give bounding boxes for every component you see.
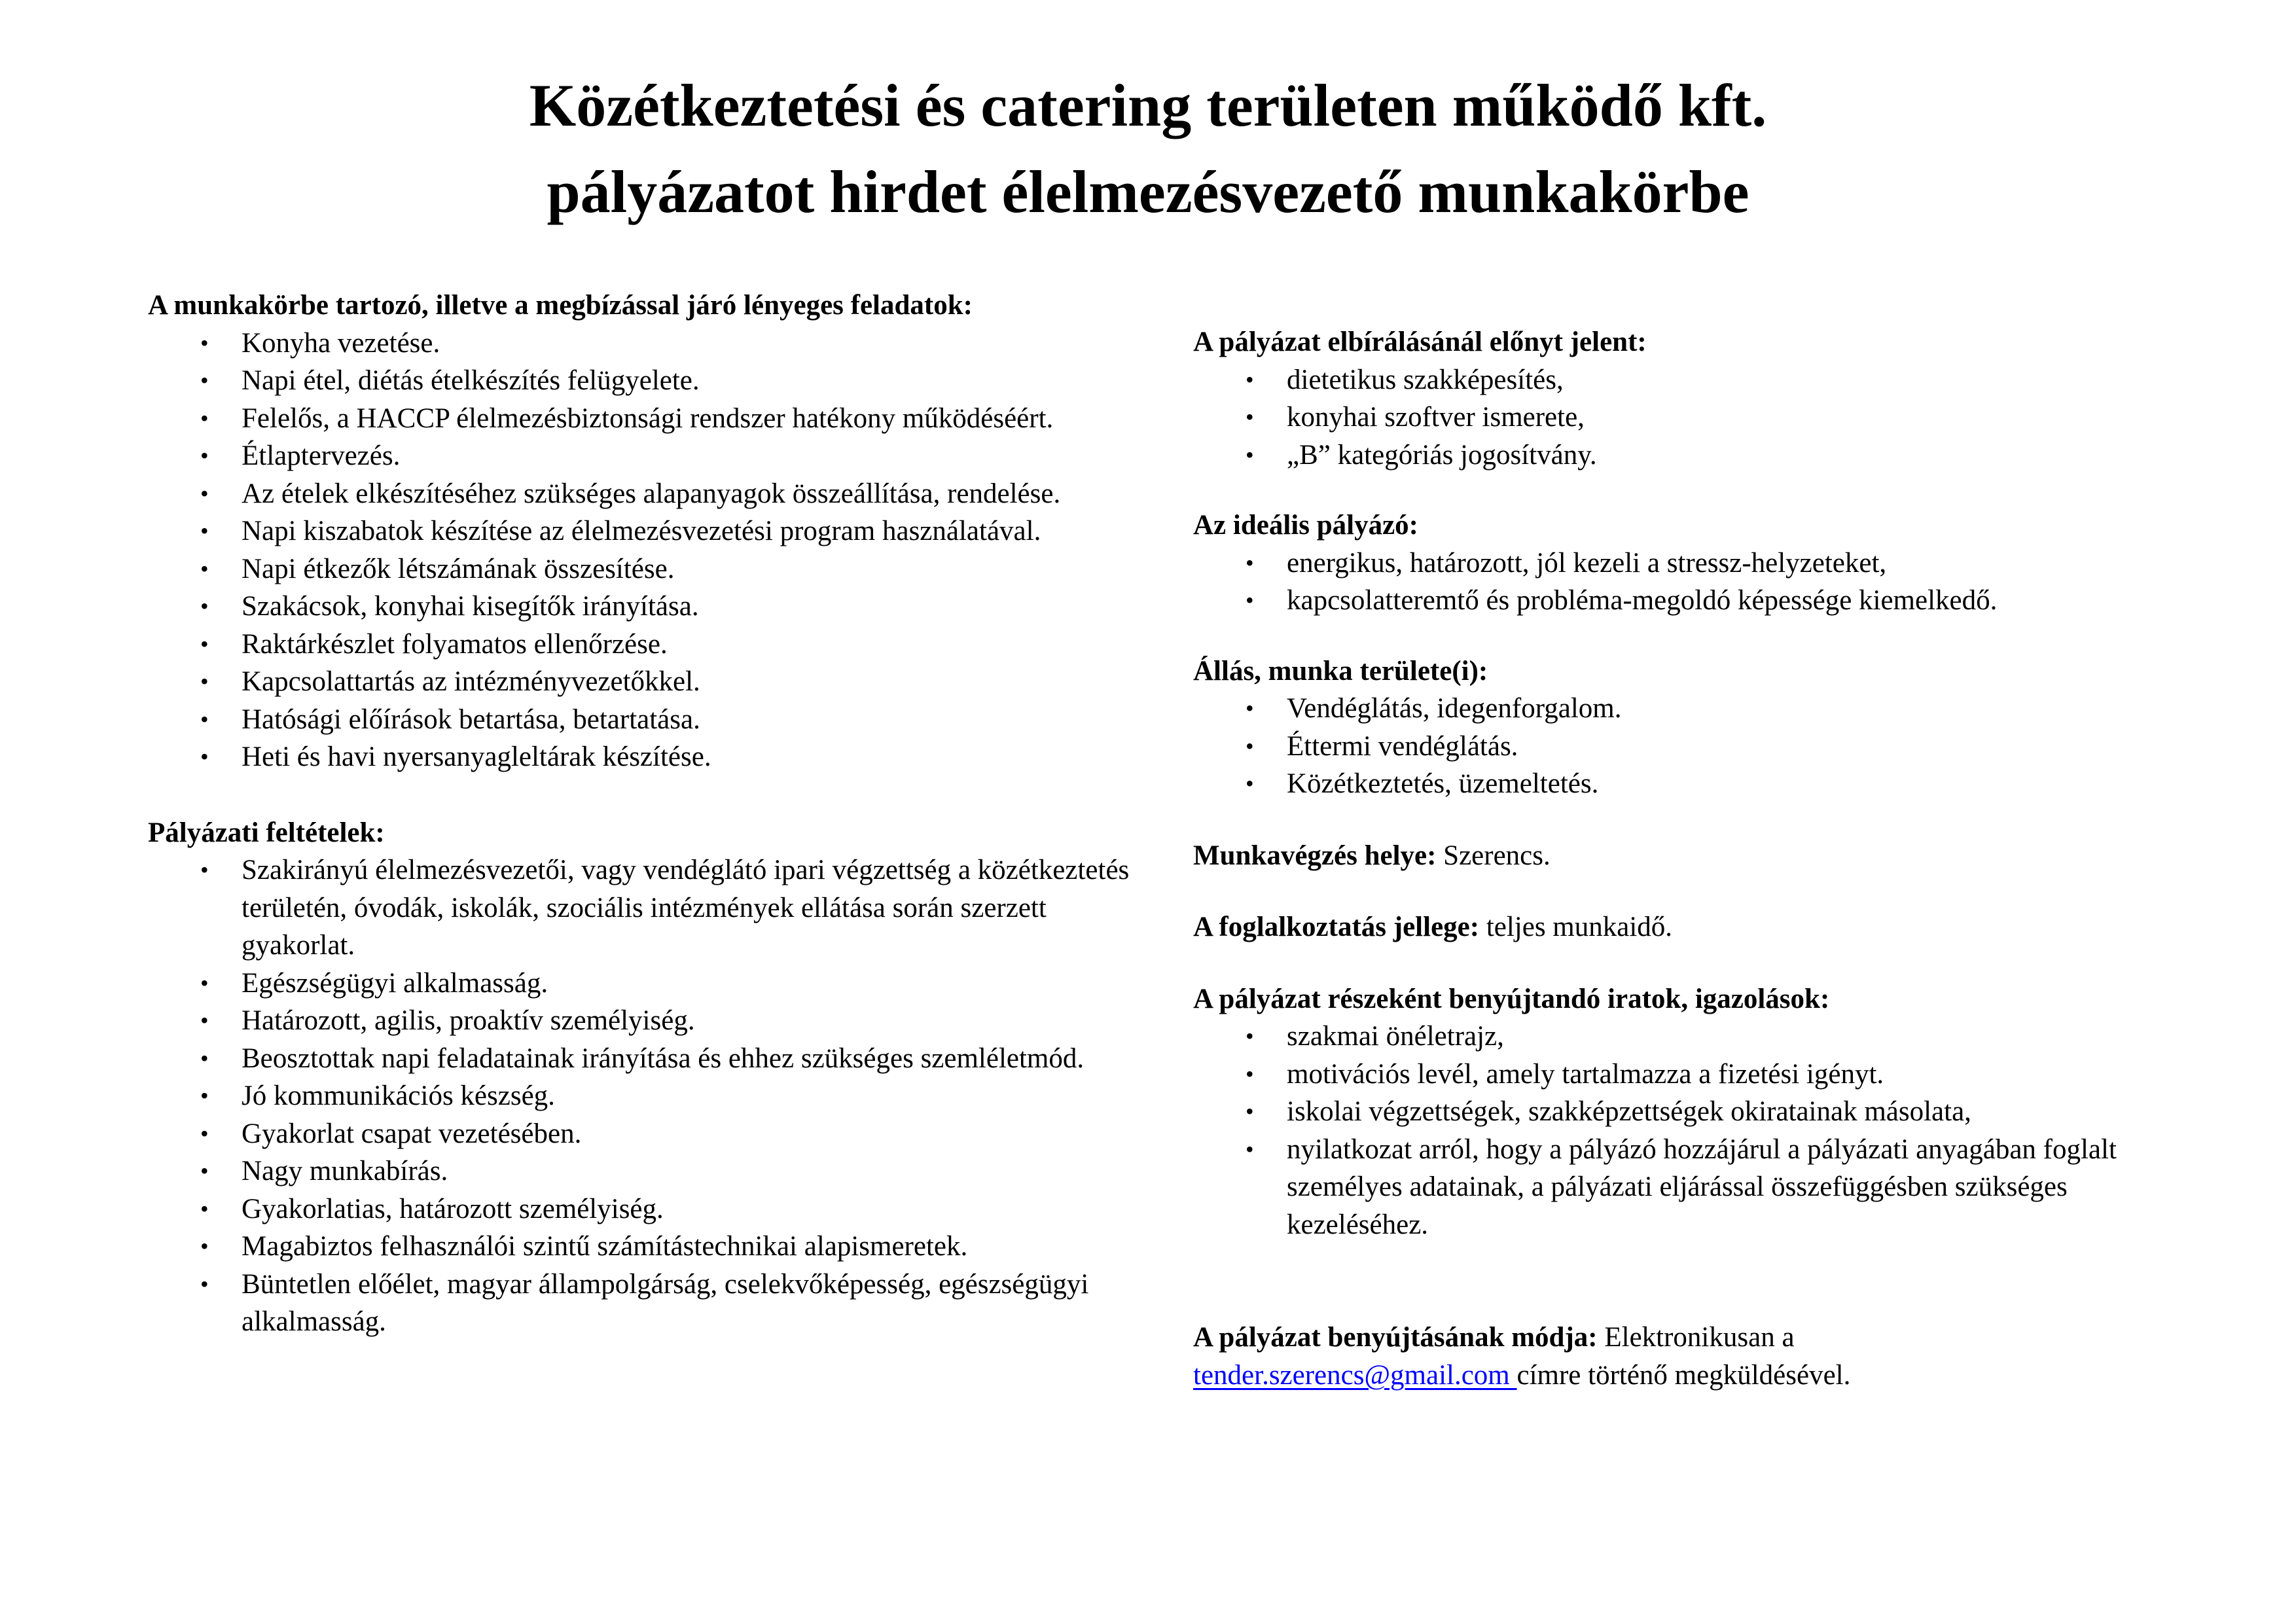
advantages-list bbox=[1193, 361, 2162, 474]
list-item-text: Napi étel, diétás ételkészítés felügyelete. bbox=[242, 365, 700, 396]
bullet-icon: • bbox=[1246, 441, 1254, 468]
list-item bbox=[1193, 728, 2162, 766]
bullet-icon: • bbox=[200, 442, 209, 469]
list-item bbox=[148, 1266, 1156, 1341]
bullet-icon: • bbox=[1246, 770, 1254, 796]
list-item-text: motivációs levél, amely tartalmazza a fizetési igényt. bbox=[1287, 1058, 1884, 1090]
list-item-text: energikus, határozott, jól kezeli a stressz-helyzeteket, bbox=[1287, 547, 1887, 579]
duties-heading: A munkakörbe tartozó, illetve a megbízással járó lényeges feladatok: bbox=[148, 290, 973, 321]
submission-method-value: Elektronikusan a bbox=[1597, 1322, 1795, 1353]
list-item-text: Vendéglátás, idegenforgalom. bbox=[1287, 693, 1622, 724]
list-item-text: szakmai önéletrajz, bbox=[1287, 1021, 1504, 1052]
document-title bbox=[0, 62, 2296, 235]
list-item bbox=[1193, 582, 2162, 620]
submission-method-suffix: címre történő megküldésével. bbox=[1516, 1359, 1851, 1391]
right-column bbox=[1193, 323, 2162, 1394]
duties-section bbox=[148, 287, 1156, 776]
bullet-icon: • bbox=[200, 1120, 209, 1147]
list-item bbox=[148, 362, 1156, 400]
list-item-text: dietetikus szakképesítés, bbox=[1287, 364, 1564, 395]
employment-type bbox=[1193, 908, 2162, 946]
list-item bbox=[148, 701, 1156, 739]
duties-list bbox=[148, 325, 1156, 776]
list-item-text: Konyha vezetése. bbox=[242, 327, 440, 359]
list-item bbox=[148, 550, 1156, 588]
ideal-candidate-section bbox=[1193, 507, 2162, 620]
bullet-icon: • bbox=[200, 668, 209, 694]
bullet-icon: • bbox=[200, 1044, 209, 1071]
list-item-text: Magabiztos felhasználói szintű számítástechnikai alapismeretek. bbox=[242, 1231, 968, 1262]
bullet-icon: • bbox=[1246, 1098, 1254, 1124]
list-item bbox=[1193, 690, 2162, 728]
list-item bbox=[148, 437, 1156, 475]
bullet-icon: • bbox=[1246, 1135, 1254, 1162]
list-item-text: Szakirányú élelmezésvezetői, vagy vendéglátó ipari végzettség a közétkeztetés területén, óvodák, iskolák, szociális intézmények ellátása során szerzett gyakorlat. bbox=[242, 855, 1130, 961]
bullet-icon: • bbox=[1246, 732, 1254, 759]
bullet-icon: • bbox=[200, 857, 209, 883]
list-item-text: Az ételek elkészítéséhez szükséges alapanyagok összeállítása, rendelése. bbox=[242, 478, 1061, 509]
list-item-text: Éttermi vendéglátás. bbox=[1287, 730, 1518, 762]
list-item bbox=[1193, 1018, 2162, 1056]
work-location-value: Szerencs. bbox=[1436, 840, 1551, 871]
list-item bbox=[148, 965, 1156, 1003]
bullet-icon: • bbox=[200, 1270, 209, 1297]
list-item-text: Étlaptervezés. bbox=[242, 440, 401, 471]
documents-section bbox=[1193, 980, 2162, 1244]
list-item-text: konyhai szoftver ismerete, bbox=[1287, 402, 1585, 433]
left-column bbox=[148, 287, 1156, 1341]
bullet-icon: • bbox=[200, 329, 209, 356]
list-item bbox=[1193, 765, 2162, 803]
bullet-icon: • bbox=[200, 480, 209, 507]
list-item-text: Nagy munkabírás. bbox=[242, 1156, 448, 1186]
requirements-list bbox=[148, 851, 1156, 1341]
list-item-text: Raktárkészlet folyamatos ellenőrzése. bbox=[242, 628, 668, 660]
bullet-icon: • bbox=[200, 593, 209, 619]
bullet-icon: • bbox=[200, 404, 209, 431]
list-item-text: Határozott, agilis, proaktív személyiség. bbox=[242, 1005, 695, 1036]
title-line-1: Közétkeztetési és catering területen működő kft. bbox=[529, 72, 1767, 139]
list-item bbox=[148, 626, 1156, 664]
list-item-text: Kapcsolattartás az intézményvezetőkkel. bbox=[242, 666, 700, 697]
bullet-icon: • bbox=[1246, 1023, 1254, 1049]
advantages-heading: A pályázat elbírálásánál előnyt jelent: bbox=[1193, 327, 1647, 357]
list-item-text: Egészségügyi alkalmasság. bbox=[242, 967, 548, 999]
submission-method bbox=[1193, 1319, 2162, 1394]
list-item bbox=[148, 588, 1156, 626]
list-item-text: „B” kategóriás jogosítvány. bbox=[1287, 439, 1597, 471]
bullet-icon: • bbox=[200, 1007, 209, 1033]
documents-list bbox=[1193, 1018, 2162, 1243]
list-item-text: Hatósági előírások betartása, betartatása. bbox=[242, 704, 700, 735]
ideal-candidate-heading: Az ideális pályázó: bbox=[1193, 510, 1418, 541]
bullet-icon: • bbox=[200, 1082, 209, 1109]
documents-heading: A pályázat részeként benyújtandó iratok, igazolások: bbox=[1193, 983, 1830, 1014]
list-item bbox=[148, 738, 1156, 776]
bullet-icon: • bbox=[200, 630, 209, 657]
list-item-text: Szakácsok, konyhai kisegítők irányítása. bbox=[242, 591, 699, 622]
list-item-text: Napi kiszabatok készítése az élelmezésvezetési program használatával. bbox=[242, 516, 1041, 546]
list-item bbox=[148, 1040, 1156, 1078]
list-item bbox=[148, 325, 1156, 363]
list-item-text: nyilatkozat arról, hogy a pályázó hozzájárul a pályázati anyagában foglalt személyes adatainak, a pályázati eljárással összefüggésben szükséges kezeléséhez. bbox=[1287, 1133, 2117, 1240]
work-fields-heading: Állás, munka területe(i): bbox=[1193, 655, 1488, 687]
work-fields-list bbox=[1193, 690, 2162, 803]
list-item bbox=[1193, 1131, 2162, 1244]
list-item bbox=[148, 1002, 1156, 1040]
bullet-icon: • bbox=[1246, 366, 1254, 393]
bullet-icon: • bbox=[200, 705, 209, 732]
bullet-icon: • bbox=[200, 1233, 209, 1259]
list-item-text: iskolai végzettségek, szakképzettségek okiratainak másolata, bbox=[1287, 1096, 1971, 1127]
list-item bbox=[148, 663, 1156, 701]
employment-type-value: teljes munkaidő. bbox=[1479, 912, 1673, 942]
bullet-icon: • bbox=[200, 555, 209, 582]
list-item-text: Felelős, a HACCP élelmezésbiztonsági rendszer hatékony működéséért. bbox=[242, 402, 1054, 434]
bullet-icon: • bbox=[1246, 695, 1254, 721]
bullet-icon: • bbox=[1246, 1060, 1254, 1087]
bullet-icon: • bbox=[200, 969, 209, 996]
list-item bbox=[1193, 437, 2162, 474]
list-item-text: Jó kommunikációs készség. bbox=[242, 1080, 555, 1111]
list-item bbox=[1193, 399, 2162, 437]
list-item bbox=[148, 1190, 1156, 1228]
work-fields-section bbox=[1193, 652, 2162, 803]
email-link[interactable]: tender.szerencs@gmail.com bbox=[1193, 1359, 1517, 1391]
bullet-icon: • bbox=[200, 367, 209, 393]
bullet-icon: • bbox=[1246, 404, 1254, 430]
list-item bbox=[148, 851, 1156, 965]
ideal-candidate-list bbox=[1193, 544, 2162, 620]
list-item-text: Büntetlen előélet, magyar állampolgárság, cselekvőképesség, egészségügyi alkalmasság. bbox=[242, 1268, 1089, 1337]
list-item-text: Beosztottak napi feladatainak irányítása és ehhez szükséges szemléletmód. bbox=[242, 1043, 1085, 1074]
list-item-text: Gyakorlatias, határozott személyiség. bbox=[242, 1193, 664, 1224]
work-location-label: Munkavégzés helye: bbox=[1193, 840, 1437, 871]
requirements-heading: Pályázati feltételek: bbox=[148, 817, 385, 848]
list-item bbox=[148, 1228, 1156, 1266]
list-item-text: Közétkeztetés, üzemeltetés. bbox=[1287, 768, 1599, 799]
list-item bbox=[1193, 1056, 2162, 1094]
title-line-2: pályázatot hirdet élelmezésvezető munkakörbe bbox=[547, 158, 1749, 225]
bullet-icon: • bbox=[200, 518, 209, 544]
bullet-icon: • bbox=[1246, 549, 1254, 576]
list-item-text: Heti és havi nyersanyagleltárak készítése. bbox=[242, 741, 711, 772]
submission-method-label: A pályázat benyújtásának módja: bbox=[1193, 1322, 1598, 1353]
list-item bbox=[148, 1152, 1156, 1190]
list-item bbox=[148, 400, 1156, 438]
list-item bbox=[1193, 544, 2162, 582]
bullet-icon: • bbox=[200, 743, 209, 770]
list-item-text: kapcsolatteremtő és probléma-megoldó képessége kiemelkedő. bbox=[1287, 585, 1998, 616]
list-item bbox=[1193, 361, 2162, 399]
bullet-icon: • bbox=[1246, 587, 1254, 613]
requirements-section bbox=[148, 814, 1156, 1341]
bullet-icon: • bbox=[200, 1195, 209, 1222]
list-item bbox=[148, 475, 1156, 513]
list-item bbox=[148, 1115, 1156, 1153]
list-item bbox=[1193, 1093, 2162, 1131]
employment-type-label: A foglalkoztatás jellege: bbox=[1193, 912, 1480, 942]
list-item bbox=[148, 1077, 1156, 1115]
list-item bbox=[148, 512, 1156, 550]
advantages-section bbox=[1193, 323, 2162, 474]
list-item-text: Napi étkezők létszámának összesítése. bbox=[242, 553, 675, 584]
list-item-text: Gyakorlat csapat vezetésében. bbox=[242, 1118, 582, 1149]
bullet-icon: • bbox=[200, 1158, 209, 1184]
work-location bbox=[1193, 837, 2162, 875]
